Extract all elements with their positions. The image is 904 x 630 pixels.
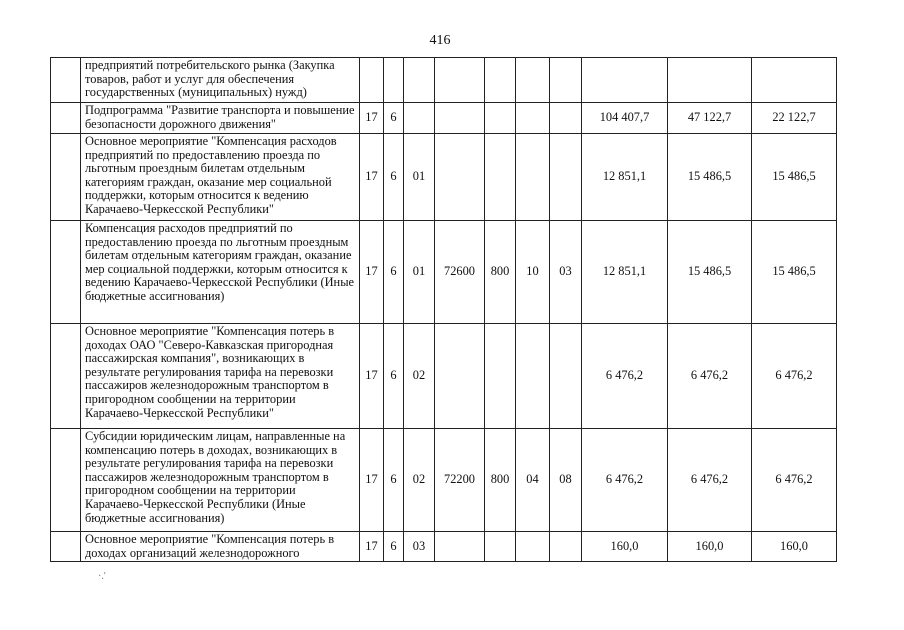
blank-cell <box>51 221 81 324</box>
gp-code: 17 <box>360 103 384 134</box>
gp-code: 17 <box>360 429 384 532</box>
table-row <box>51 103 837 134</box>
om-code <box>404 58 435 103</box>
row-name: предприятий потребительского рынка (Закупка товаров, работ и услуг для обеспечения государственных (муниципальных) нужд) <box>81 58 360 103</box>
amount-year-1 <box>582 58 668 103</box>
budget-table <box>50 57 837 562</box>
amount-year-1: 12 851,1 <box>582 134 668 221</box>
direction-code <box>435 532 485 562</box>
amount-year-3: 22 122,7 <box>752 103 837 134</box>
expense-type-code: 800 <box>485 429 516 532</box>
expense-type-code <box>485 134 516 221</box>
amount-year-3: 160,0 <box>752 532 837 562</box>
amount-year-3: 15 486,5 <box>752 134 837 221</box>
amount-year-2: 47 122,7 <box>668 103 752 134</box>
row-name: Субсидии юридическим лицам, направленные на компенсацию потерь в доходах, возникающих в результате регулирования тарифа на перевозки пассажиров железнодорожным транспортом в пригородном сообщении на территории Карачаево-Черкесской Республики (Иные бюджетные ассигнования) <box>81 429 360 532</box>
gp-code: 17 <box>360 324 384 429</box>
scan-artifact: ·.' <box>98 571 106 582</box>
amount-year-1: 160,0 <box>582 532 668 562</box>
amount-year-2: 160,0 <box>668 532 752 562</box>
amount-year-2: 6 476,2 <box>668 324 752 429</box>
table-row <box>51 221 837 324</box>
blank-cell <box>51 134 81 221</box>
blank-cell <box>51 532 81 562</box>
amount-year-3: 6 476,2 <box>752 429 837 532</box>
section-code <box>516 58 550 103</box>
section-code <box>516 532 550 562</box>
section-code <box>516 103 550 134</box>
amount-year-1: 104 407,7 <box>582 103 668 134</box>
pp-code: 6 <box>384 324 404 429</box>
blank-cell <box>51 324 81 429</box>
direction-code <box>435 103 485 134</box>
subsection-code <box>550 324 582 429</box>
table-row <box>51 324 837 429</box>
om-code <box>404 103 435 134</box>
table-row <box>51 58 837 103</box>
pp-code: 6 <box>384 532 404 562</box>
subsection-code: 03 <box>550 221 582 324</box>
expense-type-code <box>485 324 516 429</box>
om-code: 01 <box>404 134 435 221</box>
subsection-code <box>550 103 582 134</box>
amount-year-3 <box>752 58 837 103</box>
subsection-code <box>550 532 582 562</box>
amount-year-3: 15 486,5 <box>752 221 837 324</box>
direction-code: 72200 <box>435 429 485 532</box>
direction-code <box>435 324 485 429</box>
expense-type-code <box>485 58 516 103</box>
om-code: 03 <box>404 532 435 562</box>
expense-type-code <box>485 103 516 134</box>
amount-year-1: 6 476,2 <box>582 324 668 429</box>
expense-type-code <box>485 532 516 562</box>
blank-cell <box>51 103 81 134</box>
direction-code <box>435 134 485 221</box>
section-code <box>516 324 550 429</box>
expense-type-code: 800 <box>485 221 516 324</box>
pp-code: 6 <box>384 221 404 324</box>
blank-cell <box>51 429 81 532</box>
page-number: 416 <box>429 33 451 48</box>
row-name: Компенсация расходов предприятий по предоставлению проезда по льготным проездным билетам отдельным категориям граждан, оказание мер социальной поддержки, которым относится к ведению Карачаево-Черкесской Республики (Иные бюджетные ассигнования) <box>81 221 360 324</box>
amount-year-2: 6 476,2 <box>668 429 752 532</box>
gp-code: 17 <box>360 134 384 221</box>
gp-code: 17 <box>360 532 384 562</box>
amount-year-3: 6 476,2 <box>752 324 837 429</box>
table-body <box>51 58 837 562</box>
gp-code: 17 <box>360 221 384 324</box>
section-code: 04 <box>516 429 550 532</box>
blank-cell <box>51 58 81 103</box>
subsection-code <box>550 134 582 221</box>
pp-code: 6 <box>384 429 404 532</box>
table-row <box>51 532 837 562</box>
direction-code <box>435 58 485 103</box>
row-name: Основное мероприятие "Компенсация расходов предприятий по предоставлению проезда по льготным проездным билетам отдельным категориям граждан, оказание мер социальной поддержки, которым относится к ведению Карачаево-Черкесской Республики" <box>81 134 360 221</box>
pp-code: 6 <box>384 103 404 134</box>
gp-code <box>360 58 384 103</box>
direction-code: 72600 <box>435 221 485 324</box>
row-name: Основное мероприятие "Компенсация потерь в доходах ОАО "Северо-Кавказская пригородная пассажирская компания", возникающих в результате регулирования тарифа на перевозки пассажиров железнодорожным транспортом в пригородном сообщении на территории Карачаево-Черкесской Республики" <box>81 324 360 429</box>
section-code <box>516 134 550 221</box>
pp-code: 6 <box>384 134 404 221</box>
om-code: 02 <box>404 324 435 429</box>
section-code: 10 <box>516 221 550 324</box>
row-name: Подпрограмма "Развитие транспорта и повышение безопасности дорожного движения" <box>81 103 360 134</box>
subsection-code <box>550 58 582 103</box>
pp-code <box>384 58 404 103</box>
table-row <box>51 429 837 532</box>
om-code: 01 <box>404 221 435 324</box>
amount-year-2: 15 486,5 <box>668 134 752 221</box>
amount-year-1: 6 476,2 <box>582 429 668 532</box>
row-name: Основное мероприятие "Компенсация потерь в доходах организаций железнодорожного <box>81 532 360 562</box>
amount-year-2 <box>668 58 752 103</box>
amount-year-1: 12 851,1 <box>582 221 668 324</box>
amount-year-2: 15 486,5 <box>668 221 752 324</box>
subsection-code: 08 <box>550 429 582 532</box>
table-row <box>51 134 837 221</box>
om-code: 02 <box>404 429 435 532</box>
